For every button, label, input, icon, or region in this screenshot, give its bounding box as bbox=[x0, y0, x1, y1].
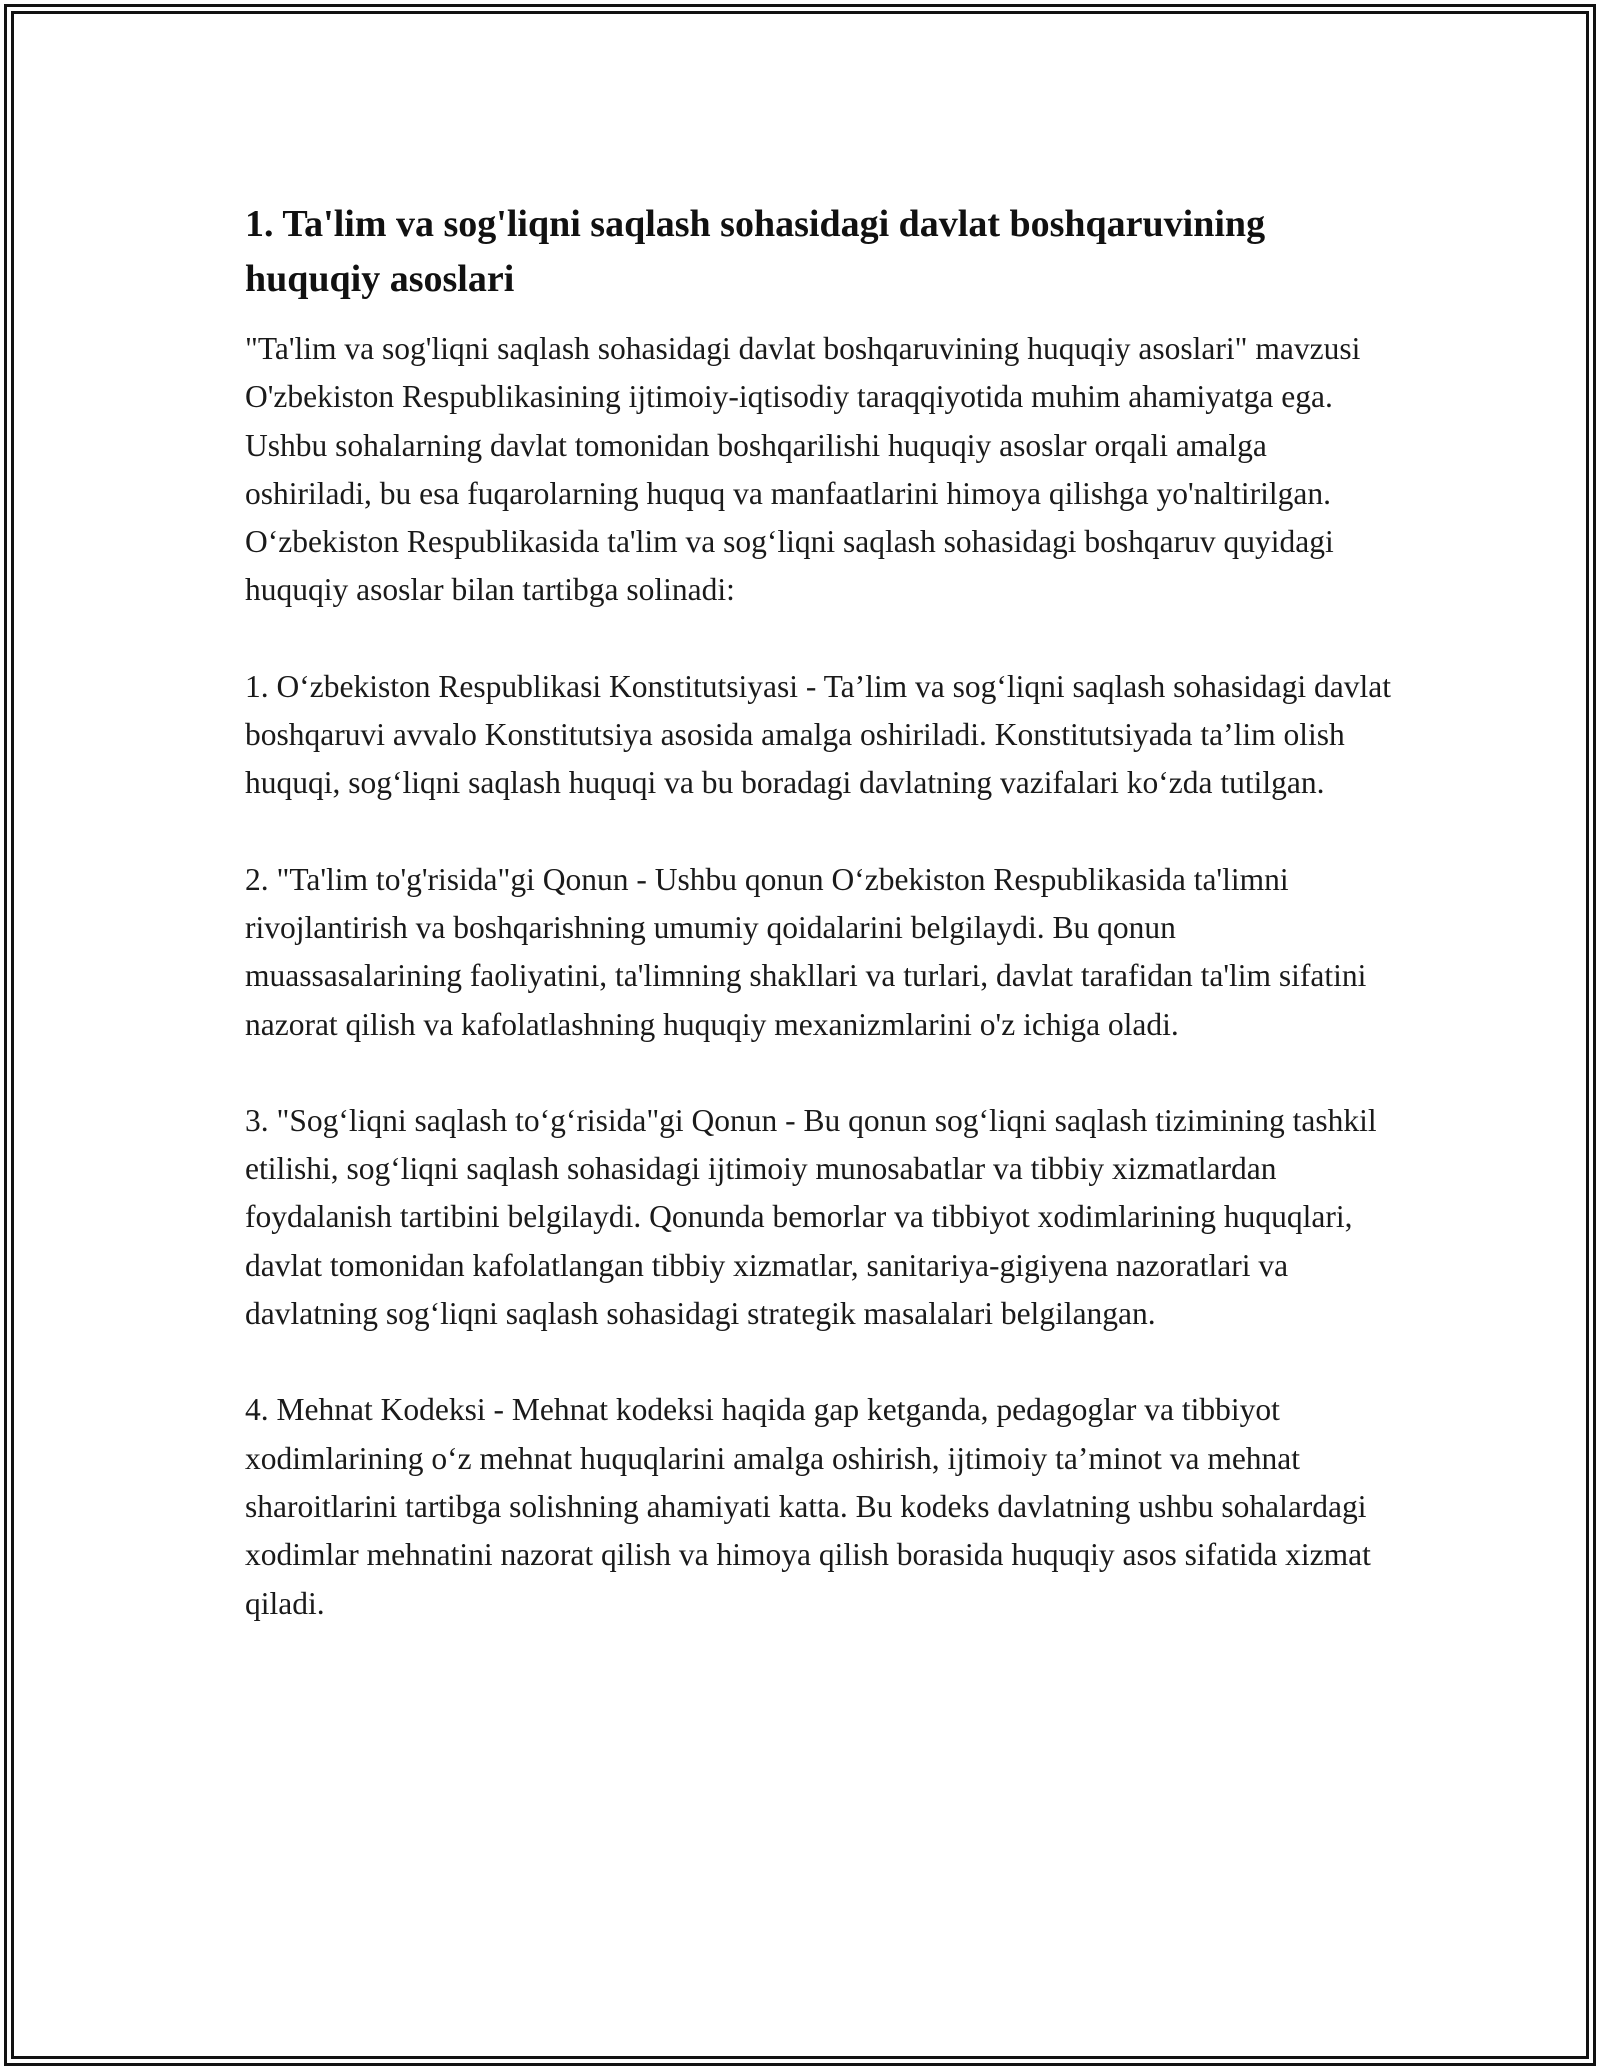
document-body bbox=[245, 197, 1395, 1676]
page-outer-border bbox=[4, 4, 1596, 2066]
paragraph-labor-code: 4. Mehnat Kodeksi - Mehnat kodeksi haqida gap ketganda, pedagoglar va tibbiyot xodimlarining o‘z mehnat huquqlarini amalga oshirish, ijtimoiy ta’minot va mehnat sharoitlarini tartibga solishning ahamiyati katta. Bu kodeks davlatning ushbu sohalardagi xodimlar mehnatini nazorat qilish va himoya qilish borasida huquqiy asos sifatida xizmat qiladi. bbox=[245, 1392, 1371, 1621]
paragraph-education-law: 2. "Ta'lim to'g'risida"gi Qonun - Ushbu qonun O‘zbekiston Respublikasida ta'limni rivojlantirish va boshqarishning umumiy qoidalarini belgilaydi. Bu qonun muassasalarining faoliyatini, ta'limning shakllari va turlari, davlat tarafidan ta'lim sifatini nazorat qilish va kafolatlashning huquqiy mexanizmlarini o'z ichiga oladi. bbox=[245, 861, 1367, 1042]
page-inner-border bbox=[11, 11, 1589, 2059]
paragraph-constitution: 1. O‘zbekiston Respublikasi Konstitutsiyasi - Ta’lim va sog‘liqni saqlash sohasidagi davlat boshqaruvi avvalo Konstitutsiya asosida amalga oshiriladi. Konstitutsiyada ta’lim olish huquqi, sog‘liqni saqlash huquqi va bu boradagi davlatning vazifalari ko‘zda tutilgan. bbox=[245, 668, 1391, 801]
document-title: 1. Ta'lim va sog'liqni saqlash sohasidagi davlat boshqaruvining huquqiy asoslari bbox=[245, 203, 1266, 300]
paragraph-health-law: 3. "Sog‘liqni saqlash to‘g‘risida"gi Qonun - Bu qonun sog‘liqni saqlash tizimining tashkil etilishi, sog‘liqni saqlash sohasidagi ijtimoiy munosabatlar va tibbiy xizmatlardan foydalanish tartibini belgilaydi. Qonunda bemorlar va tibbiyot xodimlarining huquqlari, davlat tomonidan kafolatlangan tibbiy xizmatlar, sanitariya-gigiyena nazoratlari va davlatning sog‘liqni saqlash sohasidagi strategik masalalari belgilangan. bbox=[245, 1102, 1377, 1332]
intro-paragraph: "Ta'lim va sog'liqni saqlash sohasidagi davlat boshqaruvining huquqiy asoslari" mavzusi O'zbekiston Respublikasining ijtimoiy-iqtisodiy taraqqiyotida muhim ahamiyatga ega. Ushbu sohalarning davlat tomonidan boshqarilishi huquqiy asoslar orqali amalga oshiriladi, bu esa fuqarolarning huquq va manfaatlarini himoya qilishga yo'naltirilgan. O‘zbekiston Respublikasida ta'lim va sog‘liqni saqlash sohasidagi boshqaruv quyidagi huquqiy asoslar bilan tartibga solinadi: bbox=[245, 331, 1361, 608]
